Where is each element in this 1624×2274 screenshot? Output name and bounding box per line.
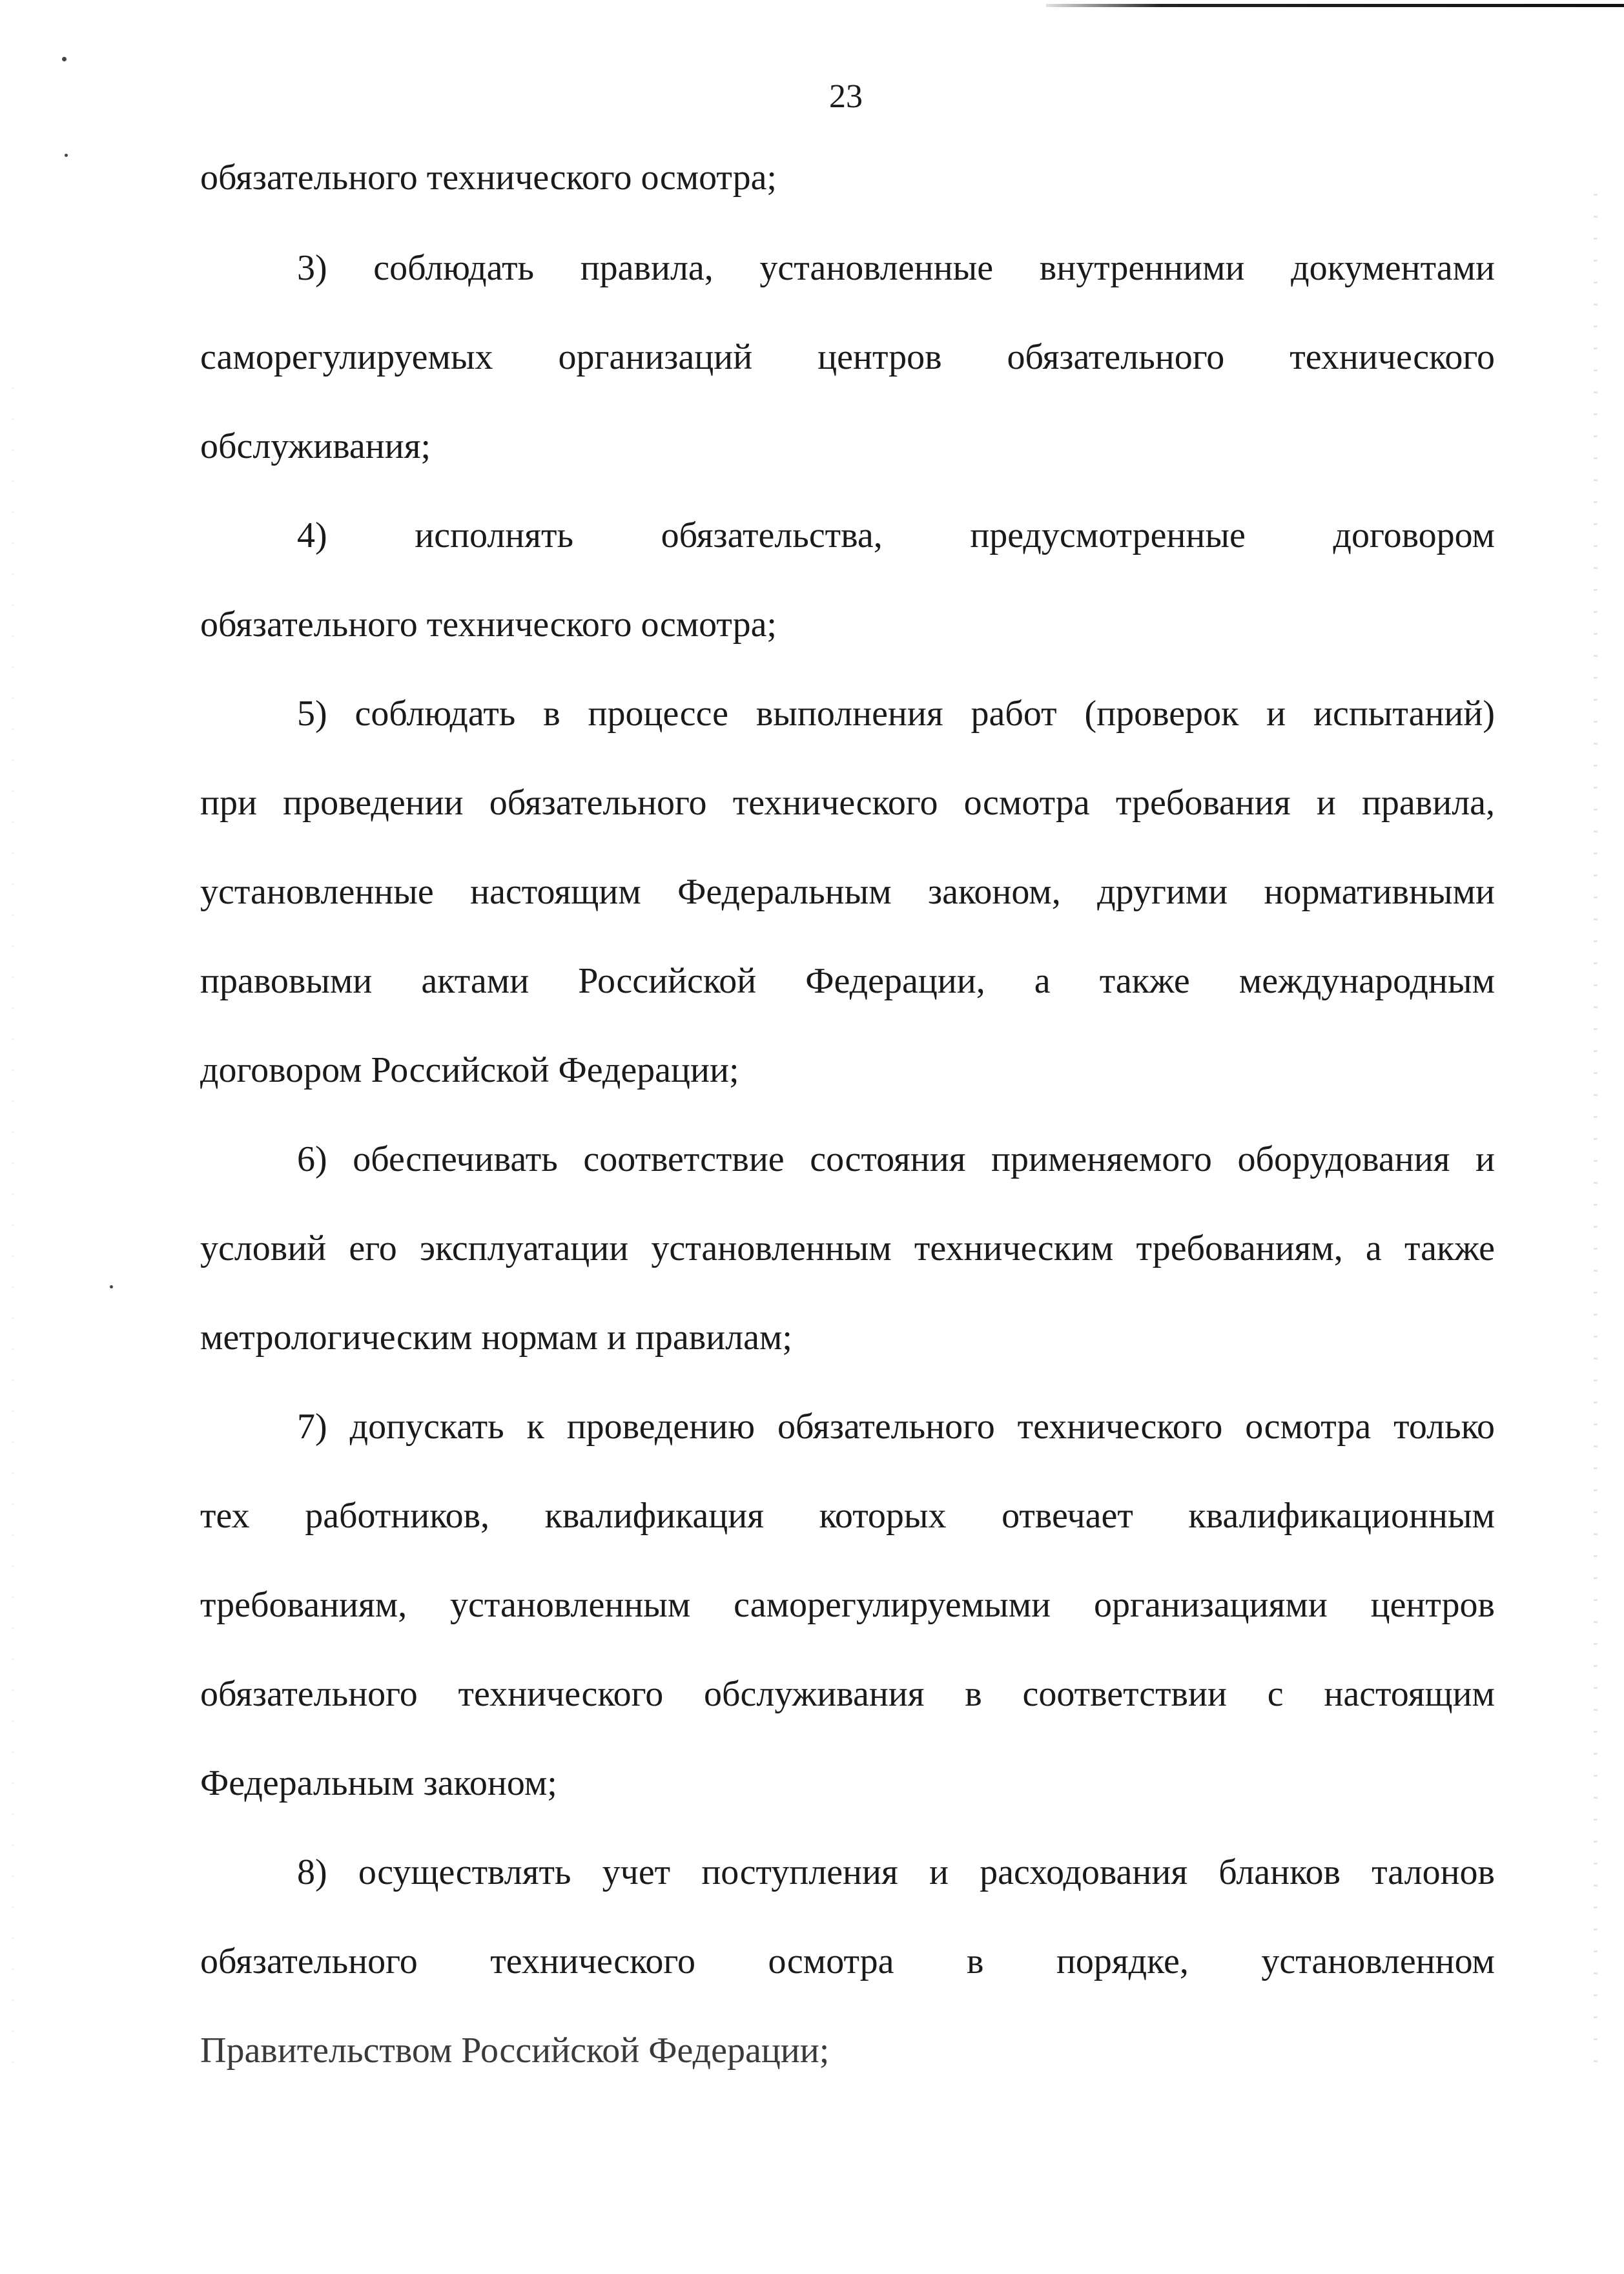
text-line: условий его эксплуатации установленным техническим требованиям, а также (200, 1228, 1495, 1268)
text-line: Федеральным законом; (200, 1763, 557, 1803)
text-line: обязательного технического обслуживания в соответствии с настоящим (200, 1674, 1495, 1714)
text-line: обслуживания; (200, 426, 431, 466)
text-line: 8) осуществлять учет поступления и расходования бланков талонов (297, 1852, 1495, 1892)
text-line: саморегулируемых организаций центров обязательного технического (200, 337, 1495, 377)
scan-speck (65, 154, 68, 157)
text-line: 5) соблюдать в процессе выполнения работ (проверок и испытаний) (297, 694, 1495, 734)
text-line: правовыми актами Российской Федерации, а также международным (200, 961, 1495, 1001)
page-number: 23 (829, 78, 863, 115)
text-line: требованиям, установленным саморегулируемыми организациями центров (200, 1585, 1495, 1625)
scan-speck (62, 57, 67, 61)
scan-border-artifact (1046, 4, 1624, 7)
scan-edge-noise (1594, 194, 1598, 2067)
text-line: обязательного технического осмотра; (200, 605, 777, 645)
text-line: при проведении обязательного технического осмотра требования и правила, (200, 783, 1495, 823)
text-line: 4) исполнять обязательства, предусмотренные договором (297, 515, 1495, 555)
text-line: Правительством Российской Федерации; (200, 2031, 830, 2071)
text-line: обязательного технического осмотра; (200, 158, 777, 198)
text-line: обязательного технического осмотра в порядке, установленном (200, 1941, 1495, 1981)
text-line: 3) соблюдать правила, установленные внутренними документами (297, 248, 1495, 288)
text-line: 7) допускать к проведению обязательного технического осмотра только (297, 1407, 1495, 1447)
text-line: установленные настоящим Федеральным законом, другими нормативными (200, 872, 1495, 912)
scan-edge-noise (12, 388, 14, 2067)
text-line: 6) обеспечивать соответствие состояния применяемого оборудования и (297, 1139, 1495, 1179)
text-line: тех работников, квалификация которых отвечает квалификационным (200, 1496, 1495, 1536)
text-line: метрологическим нормам и правилам; (200, 1318, 792, 1358)
text-line: договором Российской Федерации; (200, 1050, 739, 1090)
scan-speck (110, 1285, 113, 1288)
